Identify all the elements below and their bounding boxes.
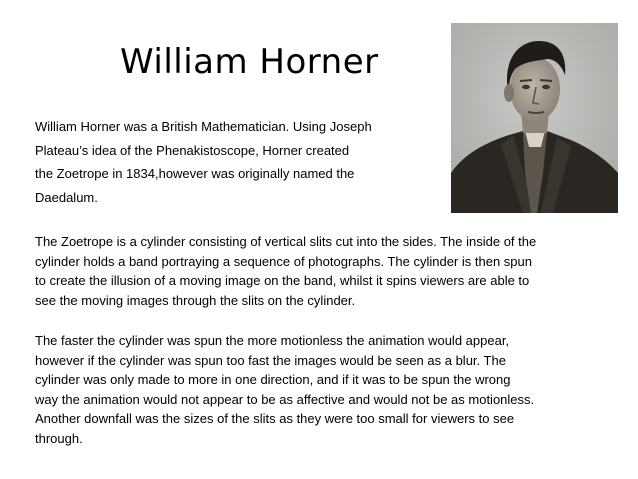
zoetrope-limitations-paragraph (35, 331, 605, 448)
intro-line: Daedalum. (35, 189, 98, 205)
intro-line: William Horner was a British Mathematician. Using Joseph (35, 119, 372, 134)
paragraph-line: way the animation would not appear to be as affective and would not be as motionless. (35, 391, 535, 407)
zoetrope-description-paragraph (35, 232, 605, 310)
paragraph-line: cylinder holds a band portraying a sequence of photographs. The cylinder is then spun (35, 253, 532, 269)
intro-paragraph (35, 115, 425, 209)
intro-line: the Zoetrope in 1834,however was originally named the (35, 166, 355, 181)
intro-line: Plateau’s idea of the Phenakistoscope, Horner created (35, 142, 350, 158)
mouth (528, 112, 544, 113)
ear (504, 84, 514, 102)
paragraph-line: cylinder was only made to more in one direction, and if it was to be spun the wrong (35, 372, 511, 387)
portrait-photo (451, 23, 618, 213)
paragraph-line: see the moving images through the slits on the cylinder. (35, 292, 356, 308)
paragraph-line: The faster the cylinder was spun the more motionless the animation would appear, (35, 333, 510, 348)
paragraph-line: The Zoetrope is a cylinder consisting of vertical slits cut into the sides. The inside of the (35, 234, 537, 249)
paragraph-line: Another downfall was the sizes of the slits as they were too small for viewers to see (35, 411, 515, 426)
eye-right (542, 85, 550, 89)
eye-left (522, 85, 530, 89)
paragraph-line: however if the cylinder was spun too fast the images would be seen as a blur. The (35, 352, 506, 368)
brow-left (520, 80, 532, 81)
paragraph-line: through. (35, 430, 83, 446)
portrait-image (451, 23, 618, 213)
paragraph-line: to create the illusion of a moving image on the band, whilst it spins viewers are able to (35, 273, 530, 288)
brow-right (540, 80, 552, 81)
slide-title: William Horner (120, 42, 379, 82)
